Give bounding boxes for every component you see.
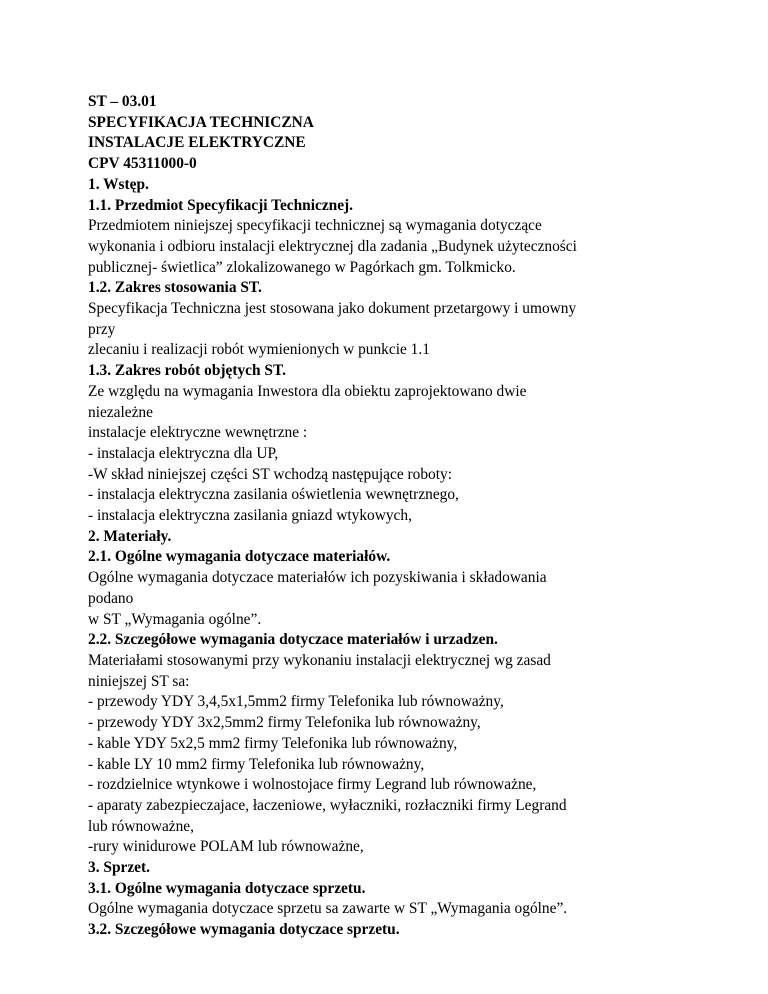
list-item: - kable YDY 5x2,5 mm2 firmy Telefonika lub równoważny, (88, 734, 458, 752)
document-code: ST – 03.01 (88, 93, 157, 110)
body-text-line: niezależne (88, 403, 153, 421)
body-text-line: Ze względu na wymagania Inwestora dla obiektu zaprojektowano dwie (88, 382, 527, 400)
subsection-heading: 2.1. Ogólne wymagania dotyczace materiałów. (88, 548, 391, 566)
list-item: - instalacja elektryczna zasilania oświetlenia wewnętrznego, (88, 486, 459, 504)
body-text-line: Ogólne wymagania dotyczace materiałów ich pozyskiwania i składowania (88, 569, 547, 587)
subsection-heading: 3.1. Ogólne wymagania dotyczace sprzetu. (88, 879, 366, 897)
spec-title: SPECYFIKACJA TECHNICZNA (88, 113, 314, 131)
body-text-line: wykonania i odbioru instalacji elektrycznej dla zadania „Budynek użyteczności (88, 237, 577, 255)
section-heading: 3. Sprzet. (88, 859, 150, 877)
list-item: - instalacja elektryczna dla UP, (88, 444, 279, 462)
list-item: -W skład niniejszej części ST wchodzą następujące roboty: (88, 465, 452, 483)
list-item: -rury winidurowe POLAM lub równoważne, (88, 838, 364, 856)
section-heading: 1. Wstęp. (88, 175, 149, 193)
body-text-line: w ST „Wymagania ogólne”. (88, 610, 262, 628)
body-text-line: zlecaniu i realizacji robót wymienionych w punkcie 1.1 (88, 341, 430, 359)
body-text-line: Przedmiotem niniejszej specyfikacji technicznej są wymagania dotyczące (88, 217, 542, 235)
list-item: - przewody YDY 3x2,5mm2 firmy Telefonika lub równoważny, (88, 714, 481, 732)
list-item: - instalacja elektryczna zasilania gniazd wtykowych, (88, 507, 412, 525)
body-text-line: Materiałami stosowanymi przy wykonaniu instalacji elektrycznej wg zasad (88, 651, 551, 669)
subsection-heading: 1.3. Zakres robót objętych ST. (88, 362, 286, 380)
body-text-line: podano (88, 589, 134, 607)
body-text-line: Specyfikacja Techniczna jest stosowana jako dokument przetargowy i umowny (88, 300, 577, 318)
subsection-heading: 1.2. Zakres stosowania ST. (88, 279, 262, 297)
list-item: lub równoważne, (88, 817, 194, 835)
section-heading: 2. Materiały. (88, 527, 172, 545)
body-text-line: instalacje elektryczne wewnętrzne : (88, 424, 308, 442)
subsection-heading: 1.1. Przedmiot Specyfikacji Technicznej. (88, 196, 354, 214)
body-text-line: przy (88, 320, 116, 338)
subsection-heading: 2.2. Szczegółowe wymagania dotyczace materiałów i urzadzen. (88, 631, 498, 649)
list-item: - rozdzielnice wtynkowe i wolnostojace firmy Legrand lub równoważne, (88, 776, 537, 794)
subject-title: INSTALACJE ELEKTRYCZNE (88, 134, 306, 152)
list-item: - kable LY 10 mm2 firmy Telefonika lub równoważny, (88, 755, 425, 773)
cpv-code: CPV 45311000-0 (88, 155, 197, 173)
list-item: - przewody YDY 3,4,5x1,5mm2 firmy Telefonika lub równoważny, (88, 693, 504, 711)
body-text-line: niniejszej ST sa: (88, 672, 190, 690)
document-page (88, 92, 758, 941)
subsection-heading: 3.2. Szczegółowe wymagania dotyczace sprzetu. (88, 921, 400, 939)
list-item: - aparaty zabezpieczajace, łaczeniowe, wyłaczniki, rozłaczniki firmy Legrand (88, 796, 567, 814)
body-text-line: Ogólne wymagania dotyczace sprzetu sa zawarte w ST „Wymagania ogólne”. (88, 900, 568, 918)
body-text-line: publicznej- świetlica” zlokalizowanego w Pagórkach gm. Tolkmicko. (88, 258, 516, 276)
